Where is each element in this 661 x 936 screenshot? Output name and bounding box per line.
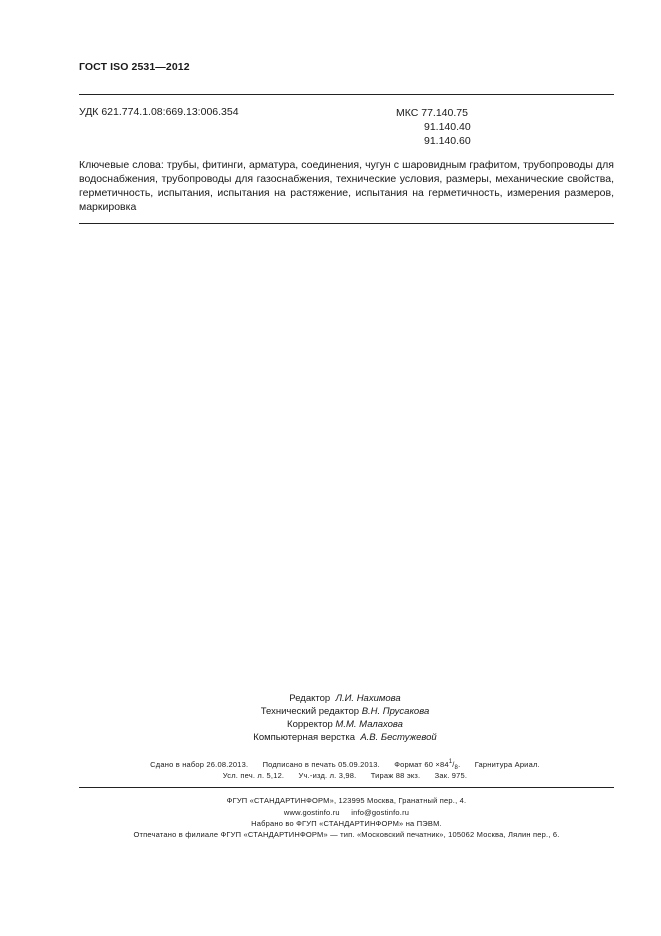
imprint-line-2 bbox=[100, 771, 590, 780]
credit-editor bbox=[200, 692, 490, 705]
credit-tech-editor bbox=[200, 705, 490, 718]
mks-code: 91.140.40 bbox=[424, 121, 471, 133]
header-divider bbox=[79, 94, 614, 95]
mks-block bbox=[396, 106, 471, 148]
credit-name: А.В. Бестужевой bbox=[360, 732, 437, 743]
imprint-line-1 bbox=[100, 759, 590, 771]
credit-role: Технический редактор bbox=[260, 706, 360, 717]
typeset-note: Набрано во ФГУП «СТАНДАРТИНФОРМ» на ПЭВМ. bbox=[251, 819, 442, 828]
imprint-divider bbox=[79, 787, 614, 788]
mks-code: 91.140.60 bbox=[424, 135, 471, 147]
credits-block bbox=[200, 692, 490, 744]
standard-code: ГОСТ ISO 2531—2012 bbox=[79, 61, 190, 73]
keywords-divider bbox=[79, 223, 614, 224]
credit-name: В.Н. Прусакова bbox=[361, 706, 430, 717]
credit-role: Редактор bbox=[289, 693, 331, 704]
credit-proofreader bbox=[200, 718, 490, 731]
print-sheets: Усл. печ. л. 5,12. bbox=[222, 771, 285, 780]
credit-name: М.М. Малахова bbox=[335, 719, 403, 730]
udk-code: УДК 621.774.1.08:669.13:006.354 bbox=[79, 106, 239, 118]
keywords-paragraph: Ключевые слова: трубы, фитинги, арматура, соединения, чугун с шаровидным графитом, трубопроводы для водоснабжения, трубопроводы для газоснабжения, технические условия, размеры, механические свойства, герметичность, испытания, испытания на растяжение, испытания на герметичность, измерения размеров, маркировка bbox=[79, 159, 614, 213]
credit-layout bbox=[200, 731, 490, 744]
credit-role: Корректор bbox=[287, 719, 333, 730]
sent-to-set: Сдано в набор 26.08.2013. bbox=[150, 760, 249, 769]
printed-note: Отпечатано в филиале ФГУП «СТАНДАРТИНФОРМ» — тип. «Московский печатник», 105062 Москва, Лялин пер., 6. bbox=[133, 830, 560, 839]
credit-role: Компьютерная верстка bbox=[253, 732, 356, 743]
paper-format: Формат $60 \times 84^1/_8$. bbox=[394, 759, 461, 771]
publisher-website[interactable]: www.gostinfo.ru bbox=[283, 808, 340, 817]
circulation: Тираж 88 экз. bbox=[370, 771, 421, 780]
publisher-sheets: Уч.-изд. л. 3,98. bbox=[298, 771, 357, 780]
order-number: Зак. 975. bbox=[434, 771, 468, 780]
publisher-address: ФГУП «СТАНДАРТИНФОРМ», 123995 Москва, Гранатный пер., 4. bbox=[226, 796, 467, 805]
publisher-email[interactable]: info@gostinfo.ru bbox=[351, 808, 410, 817]
mks-label: МКС 77.140.75 bbox=[396, 107, 468, 119]
publisher-contacts bbox=[79, 808, 614, 817]
signed-for-print: Подписано в печать 05.09.2013. bbox=[262, 760, 380, 769]
credit-name: Л.И. Нахимова bbox=[335, 693, 401, 704]
typeface: Гарнитура Ариал. bbox=[474, 760, 540, 769]
